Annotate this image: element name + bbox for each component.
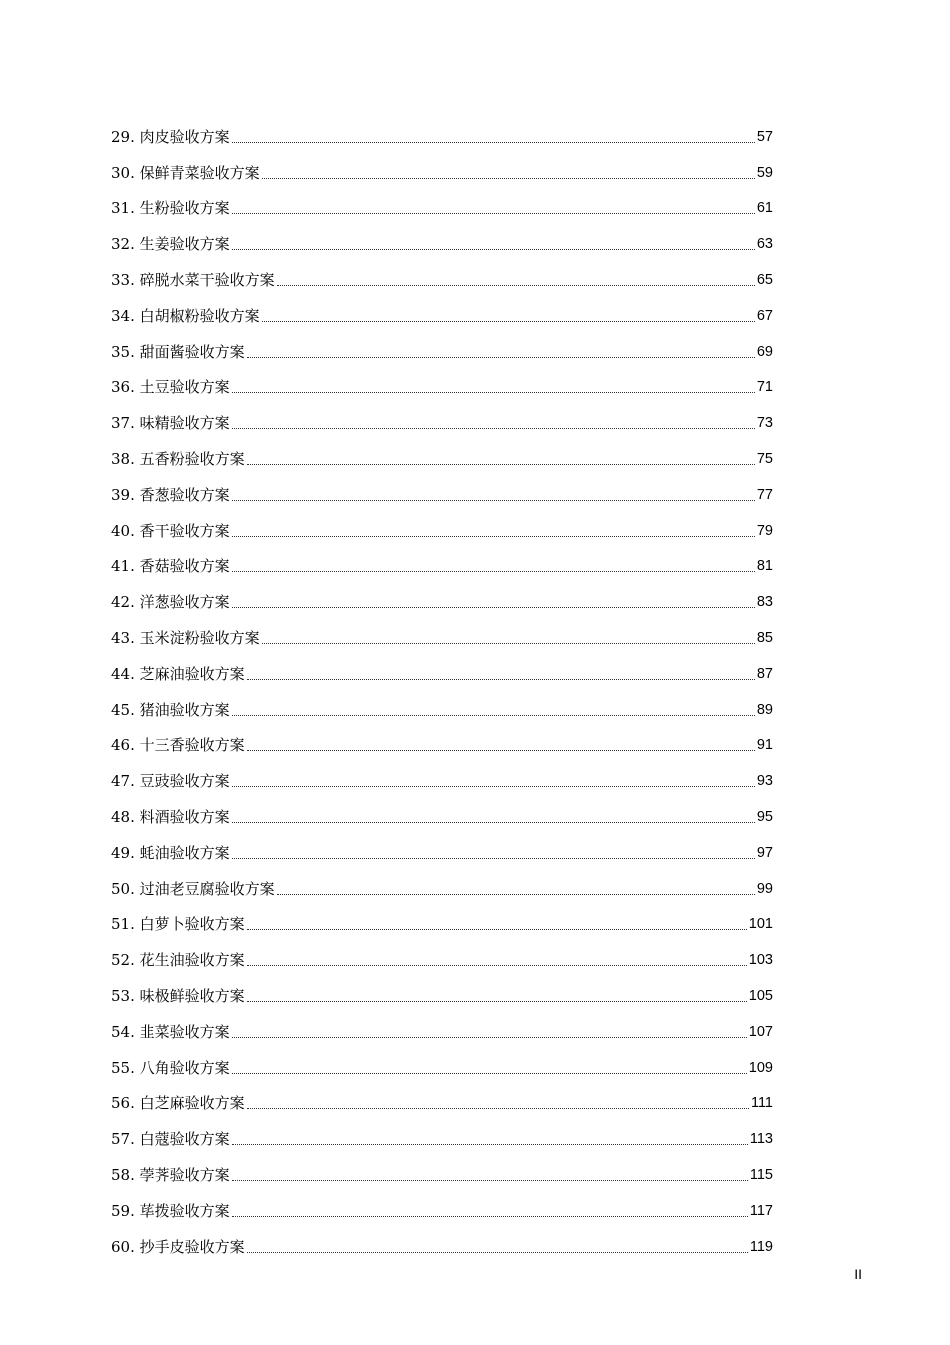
toc-entry[interactable] (111, 790, 773, 826)
toc-entry-title: 48. 料酒验收方案 (111, 807, 230, 826)
toc-entry-page: 77 (756, 486, 773, 503)
page-number: II (854, 1266, 862, 1282)
toc-entry-title: 58. 荸荠验收方案 (111, 1165, 230, 1184)
toc-entry-page: 93 (756, 773, 773, 790)
toc-entry-page: 107 (748, 1023, 773, 1040)
toc-entry[interactable] (111, 1005, 773, 1041)
toc-leader-dots (247, 965, 747, 966)
toc-entry[interactable] (111, 468, 773, 504)
toc-entry-title: 53. 味极鲜验收方案 (111, 986, 245, 1005)
toc-entry-page: 89 (756, 701, 773, 718)
toc-leader-dots (232, 1073, 747, 1074)
toc-entry[interactable] (111, 1041, 773, 1077)
toc-entry[interactable] (111, 110, 773, 146)
toc-entry-page: 81 (756, 558, 773, 575)
toc-entry-page: 95 (756, 808, 773, 825)
toc-entry-title: 31. 生粉验收方案 (111, 199, 230, 218)
toc-entry-title: 46. 十三香验收方案 (111, 736, 245, 755)
toc-entry[interactable] (111, 611, 773, 647)
toc-entry[interactable] (111, 1112, 773, 1148)
toc-leader-dots (277, 894, 755, 895)
toc-entry[interactable] (111, 504, 773, 540)
toc-leader-dots (262, 178, 755, 179)
toc-leader-dots (232, 1180, 748, 1181)
toc-entry-page: 87 (756, 665, 773, 682)
toc-entry[interactable] (111, 146, 773, 182)
toc-entry-title: 59. 荜拨验收方案 (111, 1201, 230, 1220)
toc-entry-page: 75 (756, 450, 773, 467)
toc-entry-page: 111 (750, 1095, 773, 1112)
toc-entry-page: 57 (756, 128, 773, 145)
toc-entry-page: 103 (748, 952, 773, 969)
toc-entry-title: 56. 白芝麻验收方案 (111, 1094, 245, 1113)
toc-entry-title: 55. 八角验收方案 (111, 1058, 230, 1077)
toc-entry-page: 85 (756, 629, 773, 646)
toc-entry[interactable] (111, 540, 773, 576)
toc-entry[interactable] (111, 826, 773, 862)
toc-leader-dots (232, 500, 755, 501)
toc-leader-dots (247, 929, 747, 930)
toc-entry-page: 65 (756, 271, 773, 288)
toc-leader-dots (232, 607, 755, 608)
toc-entry-title: 44. 芝麻油验收方案 (111, 664, 245, 683)
toc-entry[interactable] (111, 1220, 773, 1256)
toc-entry-title: 36. 土豆验收方案 (111, 378, 230, 397)
toc-entry[interactable] (111, 683, 773, 719)
toc-leader-dots (232, 142, 755, 143)
toc-entry-page: 105 (748, 987, 773, 1004)
toc-entry-page: 91 (756, 737, 773, 754)
toc-entry-title: 43. 玉米淀粉验收方案 (111, 628, 260, 647)
toc-entry[interactable] (111, 898, 773, 934)
toc-entry-title: 51. 白萝卜验收方案 (111, 915, 245, 934)
toc-leader-dots (232, 536, 755, 537)
toc-leader-dots (262, 643, 755, 644)
toc-entry[interactable] (111, 719, 773, 755)
toc-leader-dots (247, 1108, 749, 1109)
table-of-contents (111, 110, 773, 1256)
toc-entry-title: 50. 过油老豆腐验收方案 (111, 879, 275, 898)
toc-leader-dots (232, 1216, 748, 1217)
toc-entry-page: 71 (756, 379, 773, 396)
toc-entry[interactable] (111, 325, 773, 361)
toc-leader-dots (247, 357, 755, 358)
toc-entry-title: 42. 洋葱验收方案 (111, 593, 230, 612)
toc-entry[interactable] (111, 289, 773, 325)
toc-entry-page: 63 (756, 236, 773, 253)
toc-entry-title: 34. 白胡椒粉验收方案 (111, 306, 260, 325)
toc-entry-title: 52. 花生油验收方案 (111, 951, 245, 970)
toc-entry-page: 59 (756, 164, 773, 181)
toc-leader-dots (232, 715, 755, 716)
toc-entry-page: 113 (749, 1131, 773, 1148)
toc-entry-title: 29. 肉皮验收方案 (111, 127, 230, 146)
toc-entry[interactable] (111, 1148, 773, 1184)
toc-entry-title: 60. 抄手皮验收方案 (111, 1237, 245, 1256)
toc-entry-page: 99 (756, 880, 773, 897)
toc-entry-page: 115 (749, 1166, 773, 1183)
toc-leader-dots (247, 1252, 748, 1253)
toc-leader-dots (232, 822, 755, 823)
toc-entry[interactable] (111, 1077, 773, 1113)
toc-entry[interactable] (111, 396, 773, 432)
toc-entry-page: 109 (748, 1059, 773, 1076)
toc-leader-dots (232, 392, 755, 393)
toc-entry-title: 45. 猪油验收方案 (111, 700, 230, 719)
toc-entry-page: 97 (756, 844, 773, 861)
toc-entry[interactable] (111, 1184, 773, 1220)
toc-entry-page: 67 (756, 307, 773, 324)
toc-leader-dots (247, 679, 755, 680)
toc-leader-dots (232, 428, 755, 429)
toc-entry[interactable] (111, 217, 773, 253)
toc-entry[interactable] (111, 647, 773, 683)
toc-entry-title: 30. 保鲜青菜验收方案 (111, 163, 260, 182)
toc-leader-dots (247, 464, 755, 465)
toc-entry[interactable] (111, 253, 773, 289)
toc-leader-dots (277, 285, 755, 286)
toc-entry-page: 73 (756, 415, 773, 432)
toc-entry[interactable] (111, 432, 773, 468)
toc-entry-title: 40. 香干验收方案 (111, 521, 230, 540)
toc-entry-title: 38. 五香粉验收方案 (111, 449, 245, 468)
toc-entry-page: 119 (749, 1238, 773, 1255)
toc-leader-dots (232, 1037, 747, 1038)
toc-leader-dots (232, 786, 755, 787)
toc-entry-title: 47. 豆豉验收方案 (111, 772, 230, 791)
toc-leader-dots (232, 213, 755, 214)
toc-entry-title: 49. 蚝油验收方案 (111, 843, 230, 862)
toc-entry-title: 32. 生姜验收方案 (111, 235, 230, 254)
toc-entry[interactable] (111, 361, 773, 397)
toc-leader-dots (247, 1001, 747, 1002)
toc-entry-page: 69 (756, 343, 773, 360)
toc-entry[interactable] (111, 754, 773, 790)
toc-leader-dots (262, 321, 755, 322)
toc-leader-dots (232, 249, 755, 250)
toc-entry-page: 61 (756, 200, 773, 217)
toc-entry-page: 117 (749, 1202, 773, 1219)
toc-entry[interactable] (111, 862, 773, 898)
toc-leader-dots (232, 858, 755, 859)
toc-entry-title: 54. 韭菜验收方案 (111, 1022, 230, 1041)
toc-entry-page: 101 (748, 916, 773, 933)
toc-entry[interactable] (111, 969, 773, 1005)
toc-leader-dots (232, 571, 755, 572)
toc-entry-title: 33. 碎脱水菜干验收方案 (111, 270, 275, 289)
toc-entry-title: 37. 味精验收方案 (111, 414, 230, 433)
toc-entry-title: 57. 白蔻验收方案 (111, 1130, 230, 1149)
toc-entry[interactable] (111, 933, 773, 969)
toc-entry[interactable] (111, 182, 773, 218)
toc-entry-page: 83 (756, 594, 773, 611)
toc-entry-title: 35. 甜面酱验收方案 (111, 342, 245, 361)
toc-entry-page: 79 (756, 522, 773, 539)
toc-leader-dots (247, 750, 755, 751)
toc-leader-dots (232, 1144, 748, 1145)
toc-entry[interactable] (111, 575, 773, 611)
toc-entry-title: 41. 香菇验收方案 (111, 557, 230, 576)
toc-entry-title: 39. 香葱验收方案 (111, 485, 230, 504)
